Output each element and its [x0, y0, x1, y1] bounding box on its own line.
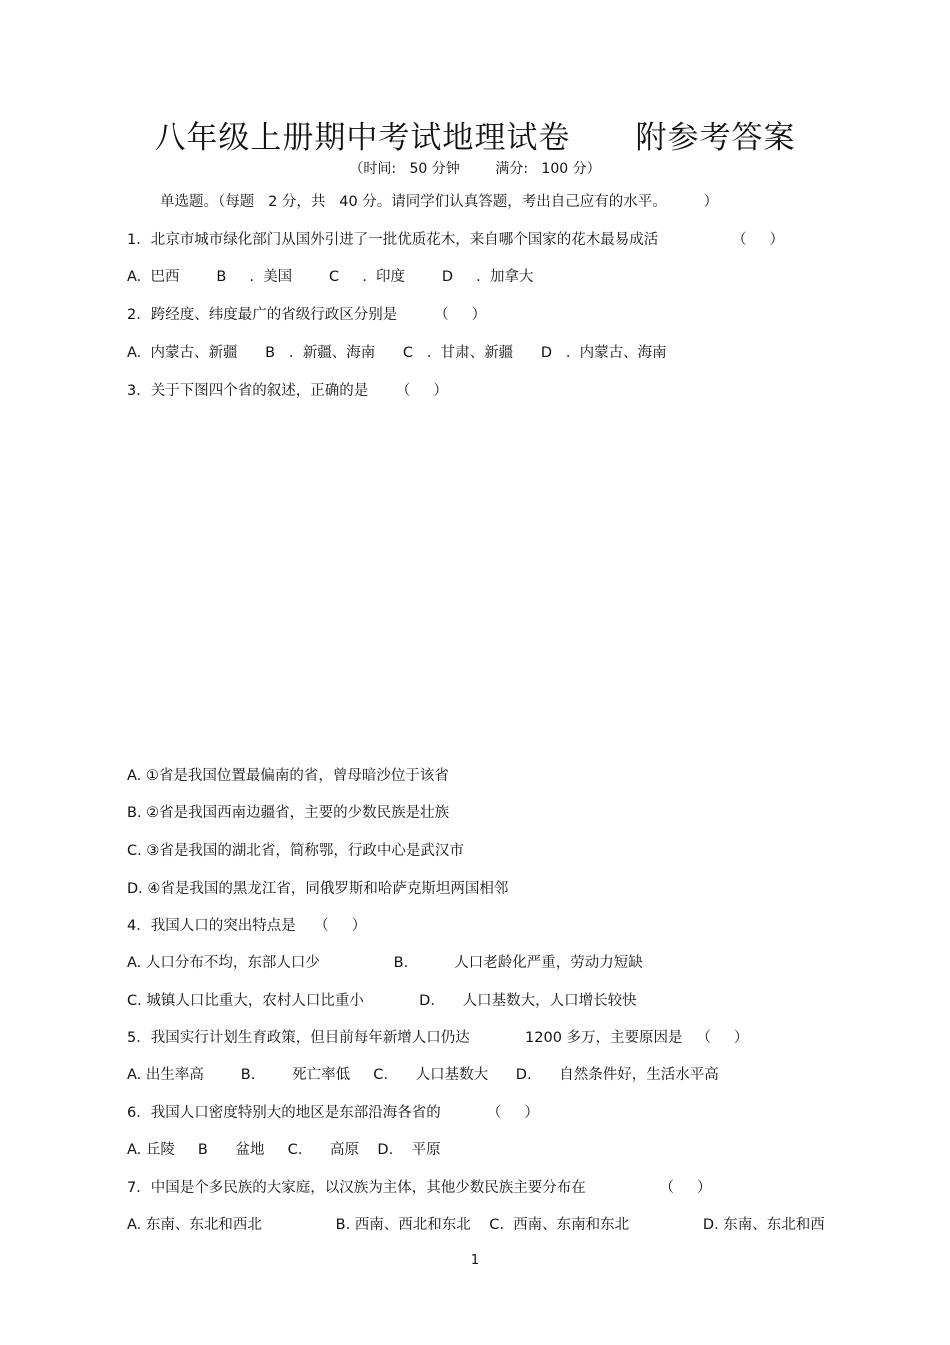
map-figure-area [127, 410, 827, 750]
question-1-options: A. 巴西 B . 美国 C . 印度 D . 加拿大 [127, 269, 534, 285]
question-6-stem: 6．我国人口密度特别大的地区是东部沿海各省的 （ ） [127, 1105, 539, 1121]
question-3-option-d: D. ④省是我国的黑龙江省，同俄罗斯和哈萨克斯坦两国相邻 [127, 881, 509, 897]
question-2-options: A. 内蒙古、新疆 B . 新疆、海南 C . 甘肃、新疆 D . 内蒙古、海南 [127, 345, 667, 361]
exam-time-score: （时间: 50 分钟 满分: 100 分） [349, 161, 601, 177]
instructions: 单选题。（每题 2 分，共 40 分。请同学们认真答题，考出自己应有的水平。 ） [160, 194, 719, 210]
question-4-stem: 4．我国人口的突出特点是 （ ） [127, 918, 367, 934]
question-3-option-a: A. ①省是我国位置最偏南的省，曾母暗沙位于该省 [127, 768, 449, 784]
question-3-option-b: B. ②省是我国西南边疆省，主要的少数民族是壮族 [127, 805, 450, 821]
question-4-options-cd: C. 城镇人口比重大，农村人口比重小 D. 人口基数大，人口增长较快 [127, 993, 637, 1009]
question-4-options-ab: A. 人口分布不均，东部人口少 B. 人口老龄化严重，劳动力短缺 [127, 955, 643, 971]
page-title: 八年级上册期中考试地理试卷 附参考答案 [154, 120, 796, 156]
question-7-options: A. 东南、东北和西北 B. 西南、西北和东北 C. 西南、东南和东北 D. 东南、东北和西 [127, 1217, 825, 1233]
question-6-options: A. 丘陵 B 盆地 C. 高原 D. 平原 [127, 1142, 441, 1158]
page-number: 1 [470, 1253, 480, 1268]
question-3-option-c: C. ③省是我国的湖北省，简称鄂，行政中心是武汉市 [127, 843, 464, 859]
question-2-stem: 2．跨经度、纬度最广的省级行政区分别是 （ ） [127, 307, 487, 323]
question-5-stem: 5．我国实行计划生育政策，但目前每年新增人口仍达 1200 多万，主要原因是 （ ） [127, 1030, 749, 1046]
question-5-options: A. 出生率高 B. 死亡率低 C. 人口基数大 D. 自然条件好，生活水平高 [127, 1067, 719, 1083]
question-1-stem: 1．北京市城市绿化部门从国外引进了一批优质花木，来自哪个国家的花木最易成活 （ ） [127, 232, 785, 248]
question-7-stem: 7．中国是个多民族的大家庭，以汉族为主体，其他少数民族主要分布在 （ ） [127, 1180, 712, 1196]
question-3-stem: 3．关于下图四个省的叙述，正确的是 （ ） [127, 383, 448, 399]
